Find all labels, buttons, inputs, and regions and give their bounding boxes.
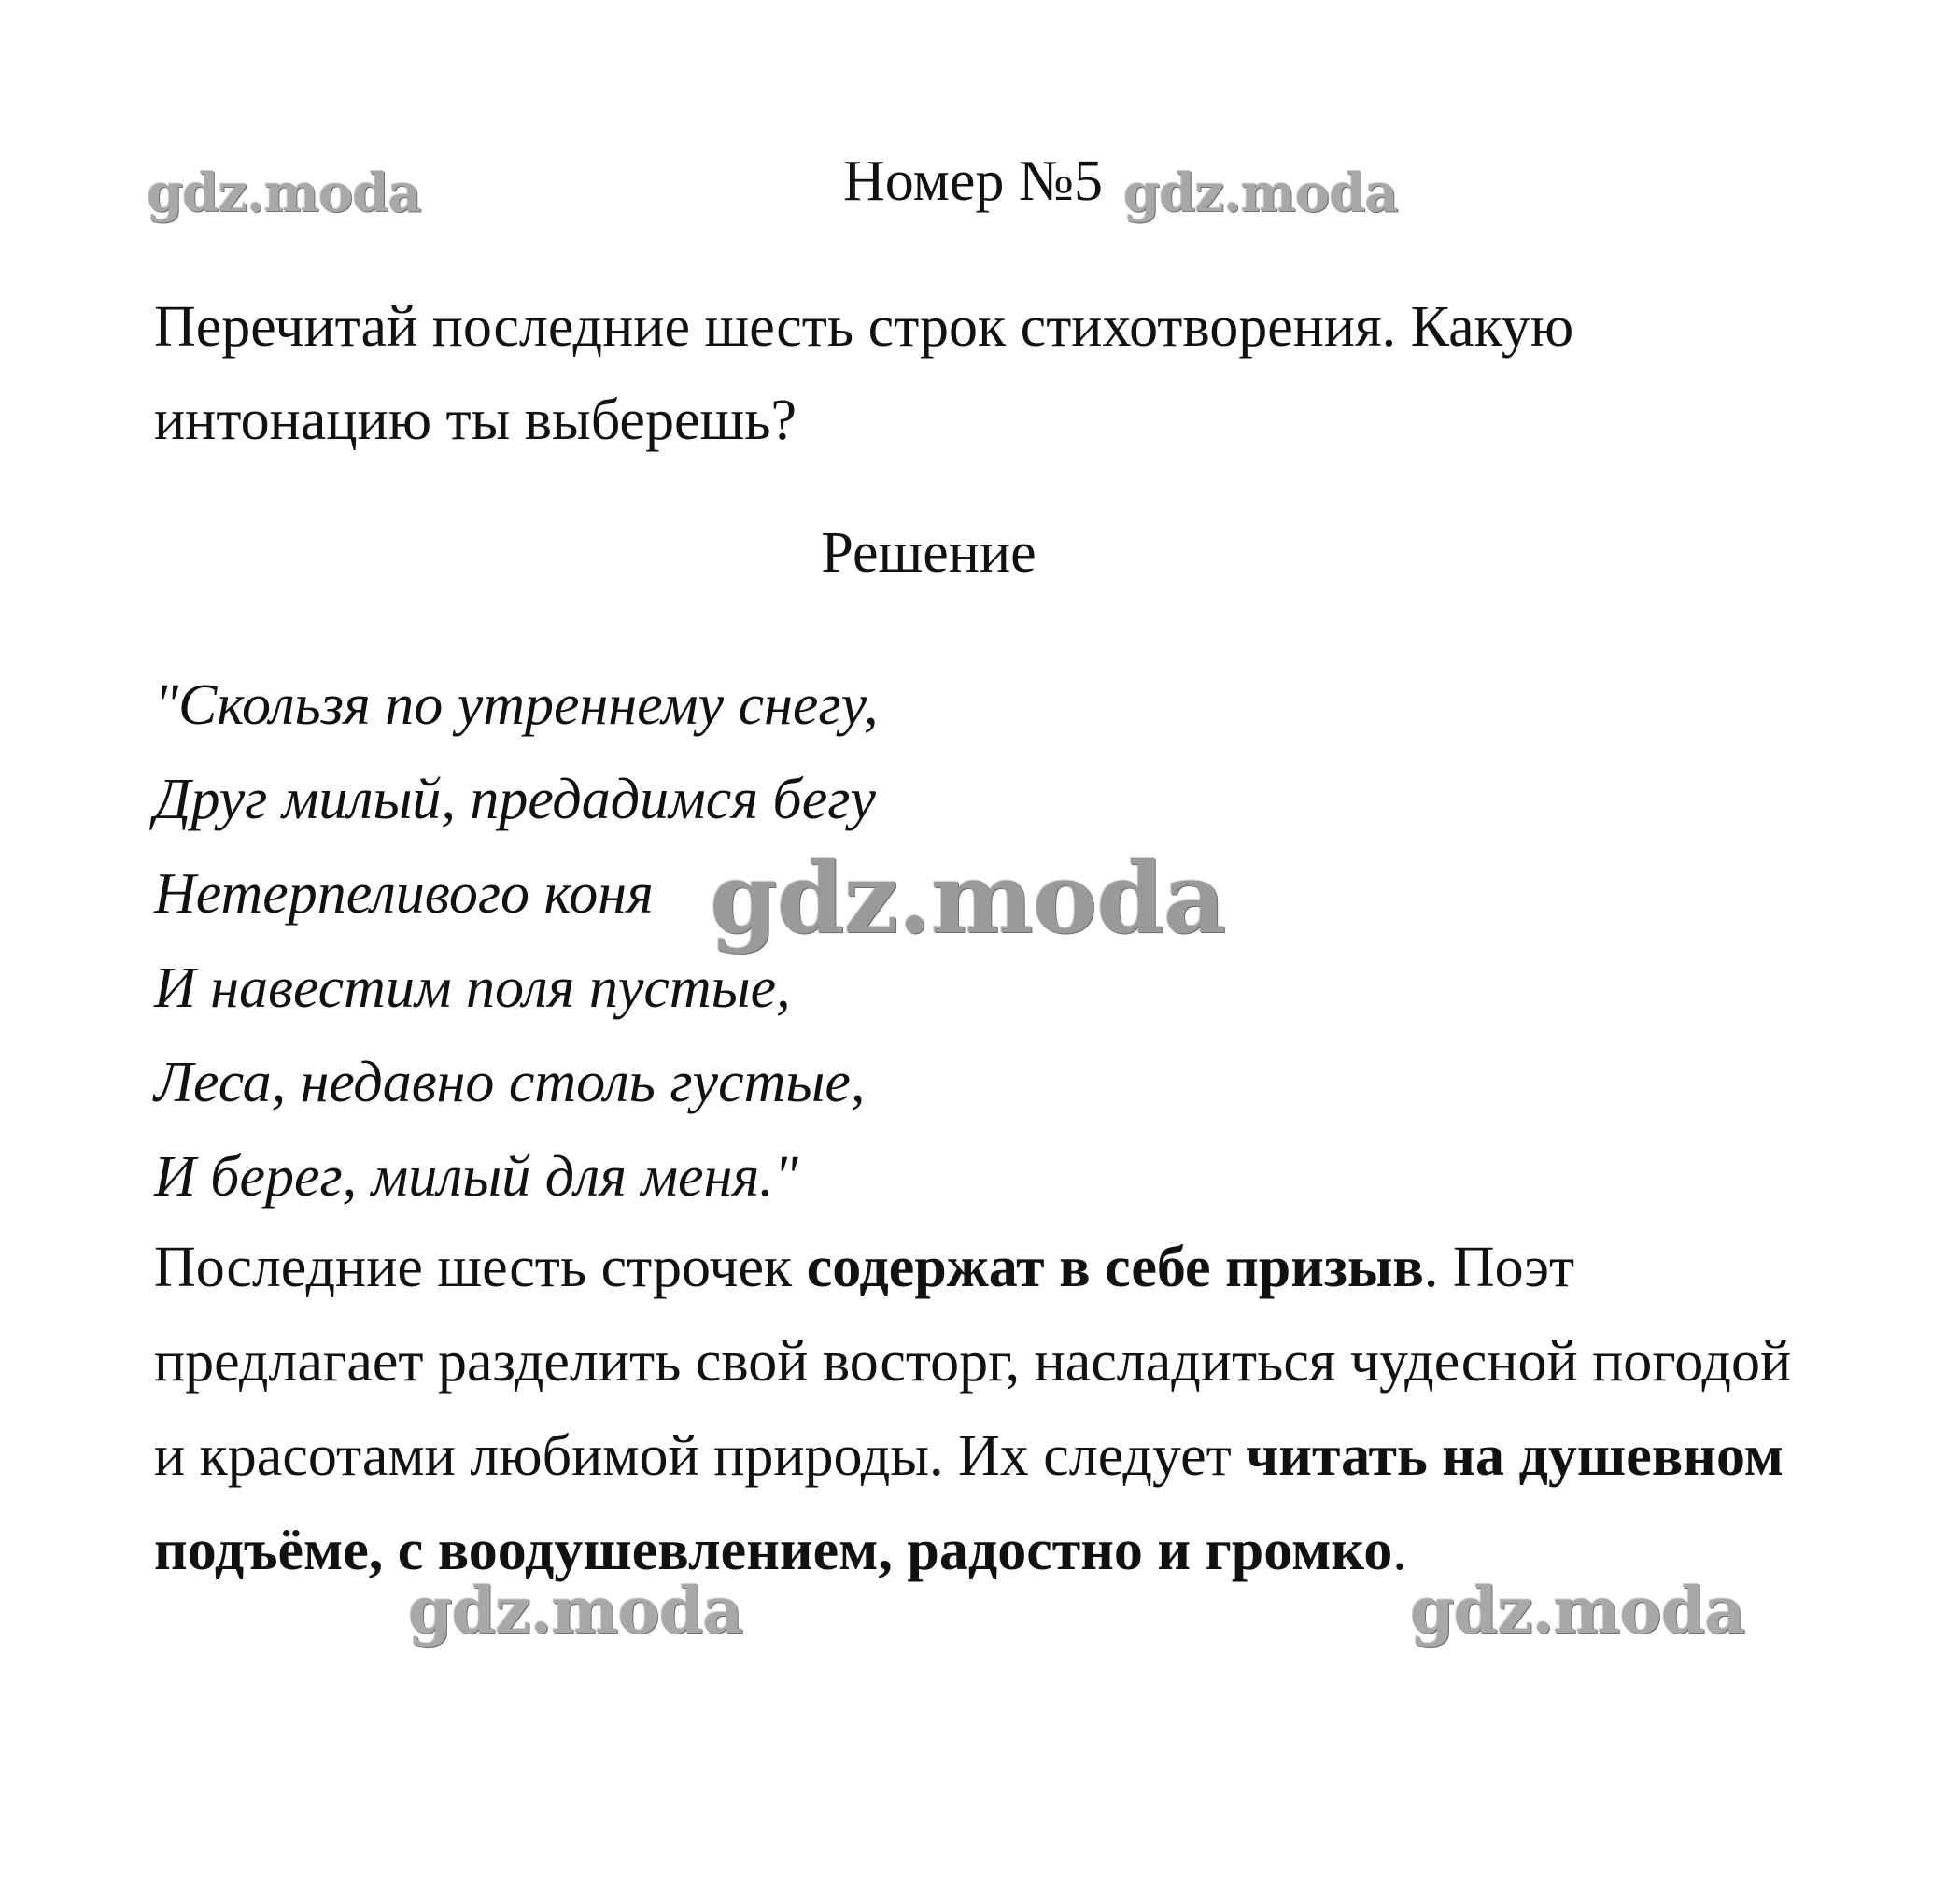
watermark-logo: gdz.moda (710, 841, 1226, 955)
task-text (154, 280, 1835, 467)
poem-line: И берег, милый для меня." (154, 1145, 798, 1209)
watermark-logo: gdz.moda (147, 163, 421, 224)
task-paragraph: Перечитай последние шесть строк стихотворения. Какую интонацию ты выберешь? (154, 295, 1574, 452)
poem-line: Друг милый, предадимся бегу (154, 768, 876, 831)
watermark-logo: gdz.moda (1123, 163, 1398, 224)
watermark-logo: gdz.moda (408, 1574, 743, 1649)
answer-emphasis: читать на душевном подъёме, с воодушевлением, радостно и громко (154, 1424, 1784, 1582)
answer-paragraph (154, 1221, 1835, 1598)
answer-text: . Поэт предлагает разделить свой восторг, насладиться чудесной погодой и красотами любимой природы. Их следует (154, 1236, 1792, 1488)
answer-text: . (1392, 1519, 1407, 1582)
poem-line: Леса, недавно столь густые, (154, 1051, 866, 1114)
solution-heading-label: Решение (821, 521, 1036, 585)
answer-emphasis: содержат в себе призыв (806, 1236, 1424, 1299)
page-title: Номер №5 (843, 149, 1104, 213)
poem-line: Нетерпеливого коня (154, 862, 654, 926)
solution-heading (0, 519, 1960, 587)
poem-line: "Скользя по утреннему снегу, (154, 673, 879, 737)
poem-line: И навестим поля пустые, (154, 956, 791, 1020)
watermark-logo: gdz.moda (1410, 1574, 1745, 1649)
answer-text: Последние шесть строчек (154, 1236, 807, 1299)
